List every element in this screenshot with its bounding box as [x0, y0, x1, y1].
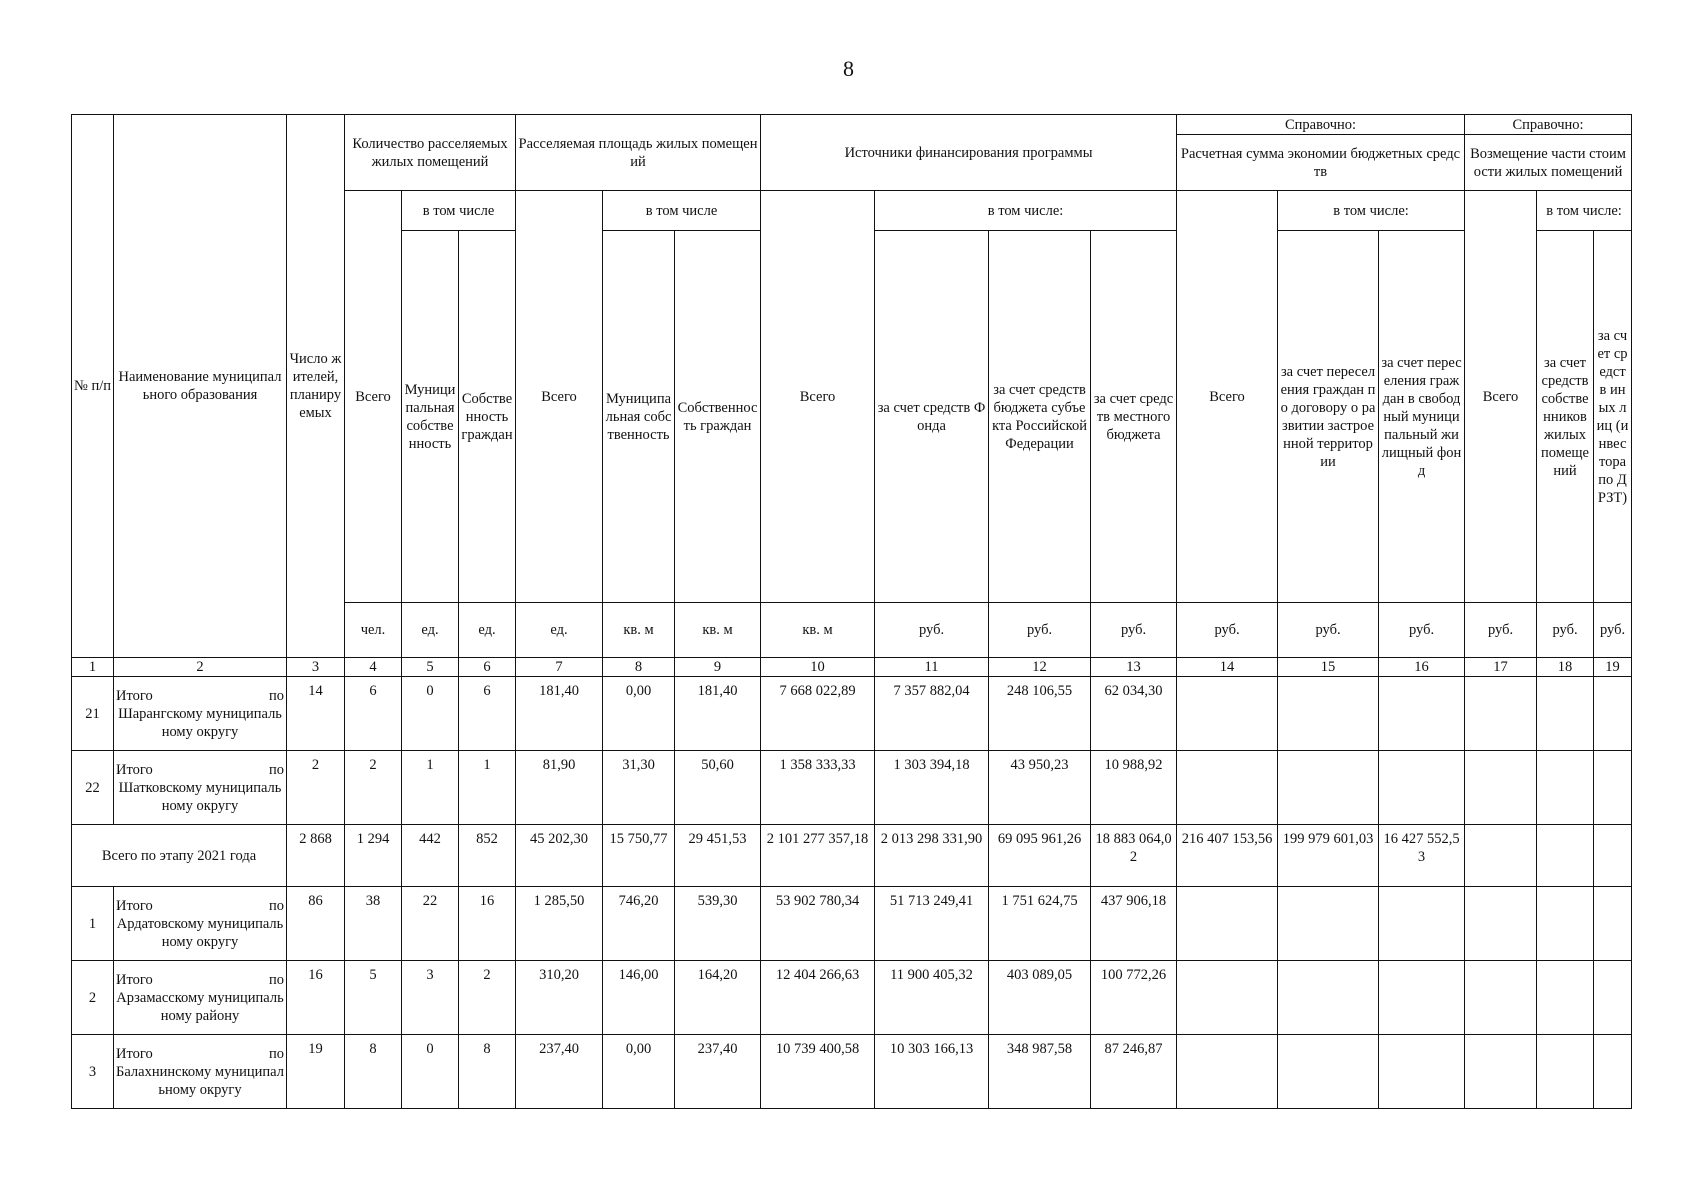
unit-cell: руб.: [1091, 603, 1177, 658]
unit-cell: руб.: [1278, 603, 1379, 658]
municipality-name-line: [116, 761, 284, 779]
cell-comp-total: [1465, 1035, 1537, 1109]
column-number-cell: 7: [516, 658, 603, 677]
cell-fin-total: 10 739 400,58: [761, 1035, 875, 1109]
header-reference-1: Справочно:: [1177, 115, 1465, 135]
cell-comp-owners: [1537, 887, 1594, 961]
table-row: [72, 751, 1632, 825]
header-comp-owners: за счет средств собственников жилых помещений: [1537, 231, 1594, 603]
cell-count-own: 6: [459, 677, 516, 751]
name-rest: Ардатовскому муниципальному округу: [116, 915, 284, 950]
cell-area-own: 164,20: [675, 961, 761, 1035]
cell-fin-fund: 11 900 405,32: [875, 961, 989, 1035]
name-prefix: Итого: [116, 971, 153, 988]
cell-comp-others: [1594, 961, 1632, 1035]
municipality-name-line: [116, 687, 284, 705]
column-number-cell: 19: [1594, 658, 1632, 677]
total-residents: 2 868: [287, 825, 345, 887]
cell-fin-fund: 7 357 882,04: [875, 677, 989, 751]
cell-area-mun: 146,00: [603, 961, 675, 1035]
header-area-group: Расселяемая площадь жилых помещений: [516, 115, 761, 191]
row-number: 3: [72, 1035, 114, 1109]
cell-comp-others: [1594, 677, 1632, 751]
name-rest: Балахнинскому муниципальному округу: [116, 1063, 284, 1098]
cell-fin-total: 7 668 022,89: [761, 677, 875, 751]
resettlement-table: [71, 114, 1632, 1109]
column-number-cell: 18: [1537, 658, 1594, 677]
municipality-name-line: [116, 971, 284, 989]
header-reference-2: Справочно:: [1465, 115, 1632, 135]
cell-econ-total: [1177, 1035, 1278, 1109]
cell-residents: 2: [287, 751, 345, 825]
header-fin-local: за счет средств местного бюджета: [1091, 231, 1177, 603]
cell-fin-subject: 403 089,05: [989, 961, 1091, 1035]
header-area-total: Всего: [516, 191, 603, 603]
header-area-incl: в том числе: [603, 191, 761, 231]
header-area-mun: Муниципальная собственность: [603, 231, 675, 603]
cell-count-total: 8: [345, 1035, 402, 1109]
column-number-cell: 4: [345, 658, 402, 677]
cell-count-mun: 1: [402, 751, 459, 825]
table-row: [72, 961, 1632, 1035]
cell-econ-drzt: [1278, 751, 1379, 825]
unit-cell: руб.: [989, 603, 1091, 658]
cell-econ-drzt: [1278, 887, 1379, 961]
column-number-cell: 15: [1278, 658, 1379, 677]
total-fin-subject: 69 095 961,26: [989, 825, 1091, 887]
unit-cell: руб.: [875, 603, 989, 658]
header-count-incl: в том числе: [402, 191, 516, 231]
name-rest: Шатковскому муниципальному округу: [118, 779, 282, 814]
row-number: 1: [72, 887, 114, 961]
table-header: [72, 115, 1632, 677]
header-comp-total: Всего: [1465, 191, 1537, 603]
total-count-mun: 442: [402, 825, 459, 887]
cell-econ-free: [1379, 961, 1465, 1035]
header-econ-free: за счет переселения граждан в свободный муниципальный жилищный фонд: [1379, 231, 1465, 603]
unit-cell: руб.: [1465, 603, 1537, 658]
name-preposition: по: [268, 971, 284, 988]
column-number-cell: 10: [761, 658, 875, 677]
column-number-cell: 17: [1465, 658, 1537, 677]
cell-comp-total: [1465, 751, 1537, 825]
cell-residents: 14: [287, 677, 345, 751]
column-number-cell: 6: [459, 658, 516, 677]
total-econ-total: 216 407 153,56: [1177, 825, 1278, 887]
cell-econ-drzt: [1278, 677, 1379, 751]
cell-comp-total: [1465, 677, 1537, 751]
cell-area-total: 81,90: [516, 751, 603, 825]
cell-econ-free: [1379, 887, 1465, 961]
header-compensation-group: Возмещение части стоимости жилых помещений: [1465, 135, 1632, 191]
municipality-name-line: [116, 1045, 284, 1063]
unit-cell: чел.: [345, 603, 402, 658]
cell-area-mun: 746,20: [603, 887, 675, 961]
cell-count-total: 38: [345, 887, 402, 961]
header-economy-group: Расчетная сумма экономии бюджетных средств: [1177, 135, 1465, 191]
cell-residents: 86: [287, 887, 345, 961]
municipality-name-line: [116, 897, 284, 915]
column-number-cell: 14: [1177, 658, 1278, 677]
cell-econ-free: [1379, 751, 1465, 825]
cell-fin-subject: 248 106,55: [989, 677, 1091, 751]
cell-comp-owners: [1537, 961, 1594, 1035]
cell-count-mun: 0: [402, 1035, 459, 1109]
cell-count-own: 2: [459, 961, 516, 1035]
name-prefix: Итого: [116, 687, 153, 704]
cell-count-mun: 0: [402, 677, 459, 751]
total-comp-owners: [1537, 825, 1594, 887]
header-fin-incl: в том числе:: [875, 191, 1177, 231]
cell-comp-total: [1465, 961, 1537, 1035]
row-number: 2: [72, 961, 114, 1035]
total-econ-drzt: 199 979 601,03: [1278, 825, 1379, 887]
name-rest: Шарангскому муниципальному округу: [118, 705, 282, 740]
total-area-total: 45 202,30: [516, 825, 603, 887]
total-fin-fund: 2 013 298 331,90: [875, 825, 989, 887]
cell-fin-fund: 1 303 394,18: [875, 751, 989, 825]
column-number-cell: 5: [402, 658, 459, 677]
cell-fin-local: 100 772,26: [1091, 961, 1177, 1035]
row-number: 22: [72, 751, 114, 825]
unit-cell: кв. м: [603, 603, 675, 658]
municipality-name: [114, 677, 287, 751]
total-count-own: 852: [459, 825, 516, 887]
cell-count-own: 8: [459, 1035, 516, 1109]
cell-fin-total: 1 358 333,33: [761, 751, 875, 825]
column-number-cell: 3: [287, 658, 345, 677]
table-body-2021-rows: [72, 677, 1632, 825]
cell-econ-total: [1177, 887, 1278, 961]
total-comp-others: [1594, 825, 1632, 887]
cell-econ-total: [1177, 677, 1278, 751]
header-count-own: Собственность граждан: [459, 231, 516, 603]
cell-econ-drzt: [1278, 961, 1379, 1035]
cell-fin-subject: 43 950,23: [989, 751, 1091, 825]
cell-area-total: 181,40: [516, 677, 603, 751]
name-rest: Арзамасскому муниципальному району: [116, 989, 284, 1024]
cell-fin-total: 53 902 780,34: [761, 887, 875, 961]
header-num: № п/п: [72, 115, 114, 658]
cell-count-mun: 22: [402, 887, 459, 961]
cell-area-total: 310,20: [516, 961, 603, 1035]
cell-area-mun: 0,00: [603, 1035, 675, 1109]
header-count-group: Количество расселяемых жилых помещений: [345, 115, 516, 191]
total-row-label: Всего по этапу 2021 года: [72, 825, 287, 887]
header-fin-fund: за счет средств Фонда: [875, 231, 989, 603]
column-number-cell: 13: [1091, 658, 1177, 677]
row-number: 21: [72, 677, 114, 751]
cell-comp-others: [1594, 751, 1632, 825]
cell-comp-owners: [1537, 751, 1594, 825]
cell-area-mun: 31,30: [603, 751, 675, 825]
cell-area-own: 50,60: [675, 751, 761, 825]
header-comp-incl: в том числе:: [1537, 191, 1632, 231]
total-comp-total: [1465, 825, 1537, 887]
unit-cell: руб.: [1177, 603, 1278, 658]
cell-count-total: 2: [345, 751, 402, 825]
header-fin-total: Всего: [761, 191, 875, 603]
total-row: [72, 825, 1632, 887]
total-fin-total: 2 101 277 357,18: [761, 825, 875, 887]
header-comp-others: за счет средств иных лиц (инвестора по ДРЗТ): [1594, 231, 1632, 603]
unit-cell: ед.: [459, 603, 516, 658]
cell-fin-fund: 51 713 249,41: [875, 887, 989, 961]
unit-cell: руб.: [1537, 603, 1594, 658]
header-econ-drzt: за счет переселения граждан по договору о развитии застроенной территории: [1278, 231, 1379, 603]
table-row: [72, 1035, 1632, 1109]
cell-residents: 19: [287, 1035, 345, 1109]
cell-count-total: 6: [345, 677, 402, 751]
name-prefix: Итого: [116, 761, 153, 778]
cell-fin-local: 10 988,92: [1091, 751, 1177, 825]
column-number-cell: 11: [875, 658, 989, 677]
column-number-cell: 1: [72, 658, 114, 677]
total-area-mun: 15 750,77: [603, 825, 675, 887]
header-area-own: Собственность граждан: [675, 231, 761, 603]
name-preposition: по: [268, 1045, 284, 1062]
name-prefix: Итого: [116, 897, 153, 914]
cell-econ-total: [1177, 751, 1278, 825]
header-fin-subject: за счет средств бюджета субъекта Российской Федерации: [989, 231, 1091, 603]
cell-fin-subject: 1 751 624,75: [989, 887, 1091, 961]
table-body-next-rows: [72, 887, 1632, 1109]
cell-count-own: 16: [459, 887, 516, 961]
unit-cell: кв. м: [675, 603, 761, 658]
column-number-cell: 2: [114, 658, 287, 677]
municipality-name: [114, 887, 287, 961]
cell-comp-total: [1465, 887, 1537, 961]
cell-fin-local: 87 246,87: [1091, 1035, 1177, 1109]
column-number-cell: 12: [989, 658, 1091, 677]
unit-cell: руб.: [1379, 603, 1465, 658]
table-row: [72, 887, 1632, 961]
header-count-total: Всего: [345, 191, 402, 603]
cell-area-own: 181,40: [675, 677, 761, 751]
cell-econ-free: [1379, 677, 1465, 751]
unit-cell: ед.: [402, 603, 459, 658]
cell-econ-drzt: [1278, 1035, 1379, 1109]
header-finance-group: Источники финансирования программы: [761, 115, 1177, 191]
column-number-row: [72, 658, 1632, 677]
name-preposition: по: [268, 897, 284, 914]
cell-comp-owners: [1537, 677, 1594, 751]
cell-count-total: 5: [345, 961, 402, 1035]
total-area-own: 29 451,53: [675, 825, 761, 887]
header-econ-incl: в том числе:: [1278, 191, 1465, 231]
unit-cell: руб.: [1594, 603, 1632, 658]
name-prefix: Итого: [116, 1045, 153, 1062]
cell-area-total: 237,40: [516, 1035, 603, 1109]
name-preposition: по: [268, 761, 284, 778]
cell-comp-owners: [1537, 1035, 1594, 1109]
cell-area-total: 1 285,50: [516, 887, 603, 961]
page-number: 8: [843, 56, 854, 81]
cell-area-own: 237,40: [675, 1035, 761, 1109]
cell-fin-local: 62 034,30: [1091, 677, 1177, 751]
cell-fin-subject: 348 987,58: [989, 1035, 1091, 1109]
name-preposition: по: [268, 687, 284, 704]
unit-cell: ед.: [516, 603, 603, 658]
header-econ-total: Всего: [1177, 191, 1278, 603]
cell-fin-local: 437 906,18: [1091, 887, 1177, 961]
cell-econ-free: [1379, 1035, 1465, 1109]
cell-comp-others: [1594, 1035, 1632, 1109]
cell-count-own: 1: [459, 751, 516, 825]
cell-residents: 16: [287, 961, 345, 1035]
cell-area-own: 539,30: [675, 887, 761, 961]
total-fin-local: 18 883 064,02: [1091, 825, 1177, 887]
municipality-name: [114, 751, 287, 825]
unit-cell: кв. м: [761, 603, 875, 658]
header-residents: Число жителей, планируемых: [287, 115, 345, 658]
cell-econ-total: [1177, 961, 1278, 1035]
total-count-total: 1 294: [345, 825, 402, 887]
column-number-cell: 8: [603, 658, 675, 677]
total-econ-free: 16 427 552,53: [1379, 825, 1465, 887]
cell-comp-others: [1594, 887, 1632, 961]
municipality-name: [114, 1035, 287, 1109]
header-count-mun: Муниципальная собственность: [402, 231, 459, 603]
cell-fin-fund: 10 303 166,13: [875, 1035, 989, 1109]
header-name: Наименование муниципального образования: [114, 115, 287, 658]
column-number-cell: 9: [675, 658, 761, 677]
cell-fin-total: 12 404 266,63: [761, 961, 875, 1035]
municipality-name: [114, 961, 287, 1035]
table-row: [72, 677, 1632, 751]
column-number-cell: 16: [1379, 658, 1465, 677]
cell-area-mun: 0,00: [603, 677, 675, 751]
table-body-total: [72, 825, 1632, 887]
cell-count-mun: 3: [402, 961, 459, 1035]
